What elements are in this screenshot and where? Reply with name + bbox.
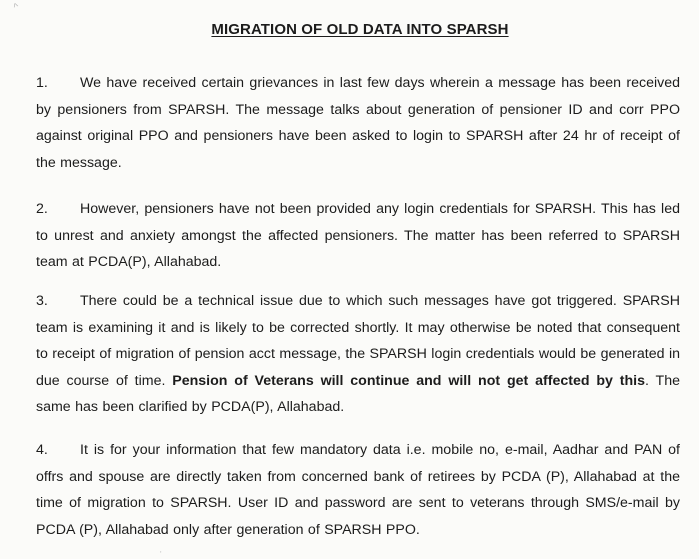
paragraph-text-end: . The same has been clarified by PCDA(P), Allahabad. (36, 372, 680, 415)
paragraph-number: 2. (36, 201, 48, 217)
paragraph-text: However, pensioners have not been provided any login credentials for SPARSH. This has led to unrest and anxiety amongst the affected pensioners. The matter has been referred to SPARSH team at PCDA(P), Allahabad. (36, 201, 680, 270)
paragraph-3 (36, 288, 680, 421)
paragraph-number: 3. (36, 293, 48, 309)
paragraph-number: 4. (36, 442, 48, 458)
paragraph-number: 1. (36, 75, 48, 91)
scan-mark: ^ (12, 1, 21, 14)
paragraph-4 (36, 437, 680, 543)
paragraph-text: It is for your information that few mandatory data i.e. mobile no, e-mail, Aadhar and PAN of offrs and spouse are directly taken from concerned bank of retirees by PCDA (P), Allahabad at the time of migration to SPARSH. User ID and password are sent to veterans through SMS/e-mail by PCDA (P), Allahabad only after generation of SPARSH PPO. (36, 442, 680, 538)
paragraph-text: There could be a technical issue due to which such messages have got triggered. SPARSH team is examining it and is likely to be corrected shortly. It may otherwise be noted that consequent to receipt of migration of pension acct message, the SPARSH login credentials would be generated in due course of time. (36, 293, 680, 389)
document-title: MIGRATION OF OLD DATA INTO SPARSH (211, 21, 509, 38)
scan-mark-bottom: ' (160, 550, 162, 559)
paragraph-bold-text: Pension of Veterans will continue and will not get affected by this (172, 372, 645, 389)
paragraph-text: We have received certain grievances in last few days wherein a message has been received by pensioners from SPARSH. The message talks about generation of pensioner ID and corr PPO against original PPO and pensioners have been asked to login to SPARSH after 24 hr of receipt of the message. (36, 75, 680, 171)
paragraph-1 (36, 70, 680, 176)
paragraph-2 (36, 196, 680, 276)
